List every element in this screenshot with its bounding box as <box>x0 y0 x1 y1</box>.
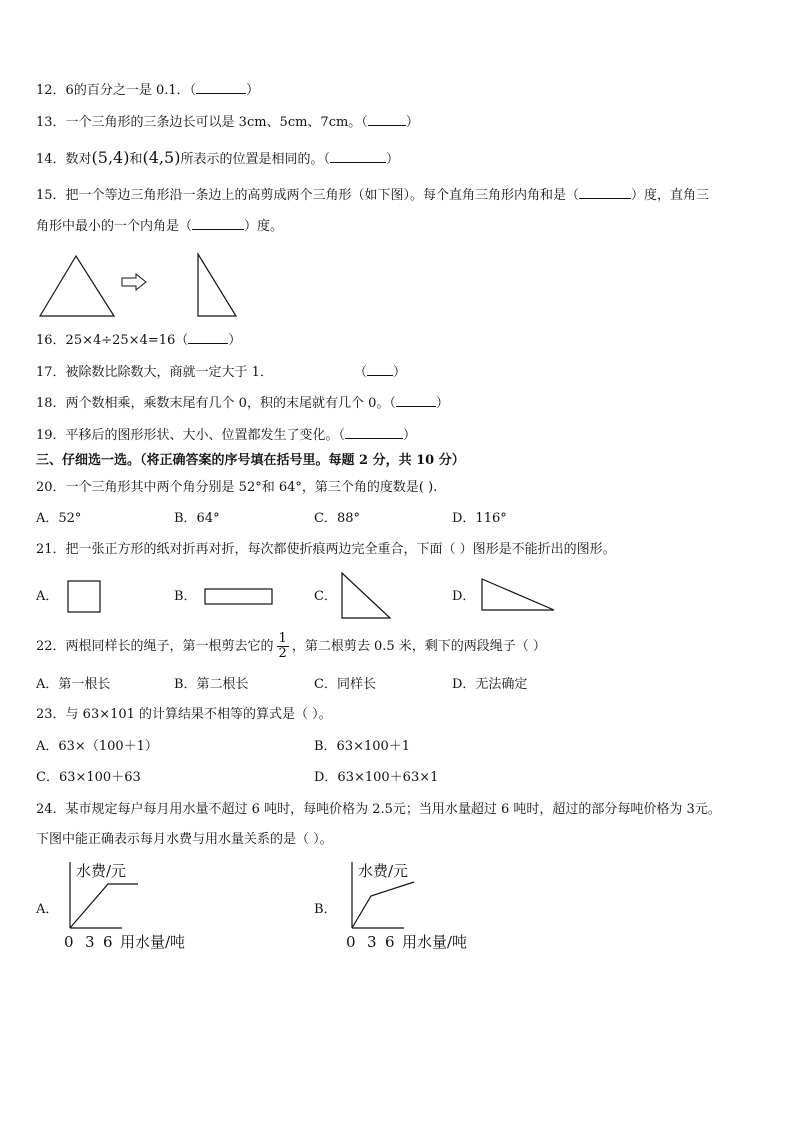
y-axis-label: 水费/元 <box>358 862 409 880</box>
fraction: $\frac{1}{2}$ <box>278 631 287 661</box>
question-23: 23．与 63×101 的计算结果不相等的算式是（ ）。 <box>36 707 332 722</box>
option-c[interactable]: C．同样长 <box>314 677 376 692</box>
answer-blank[interactable] <box>196 82 246 94</box>
tick-label: 0 <box>64 933 74 951</box>
answer-blank[interactable] <box>330 151 386 163</box>
question-13: 13．一个三角形的三条边长可以是 3cm、5cm、7cm。（ ） <box>36 115 419 130</box>
answer-blank[interactable] <box>367 364 393 376</box>
option-a[interactable]: A．63×（100＋1） <box>36 739 158 754</box>
square-shape <box>67 580 101 614</box>
answer-blank[interactable] <box>396 395 436 407</box>
graph-option-a <box>62 856 212 954</box>
option-d[interactable]: D．116° <box>452 511 507 526</box>
question-17-answer: （ ） <box>354 365 407 380</box>
tick-label: 0 <box>346 933 356 951</box>
question-19: 19．平移后的图形形状、大小、位置都发生了变化。（ ） <box>36 428 417 443</box>
question-22: 22．两根同样长的绳子，第一根剪去它的 $\frac{1}{2}$ ，第二根剪去 0.5 米，剩下的两段绳子（ ） <box>36 631 546 661</box>
question-15-line-2: 角形中最小的一个内角是（ ）度。 <box>36 219 284 234</box>
option-b[interactable]: B．63×100＋1 <box>314 739 411 754</box>
option-c[interactable]: C． <box>314 589 337 604</box>
question-24-line-2: 下图中能正确表示每月水费与用水量关系的是（ ）。 <box>36 832 333 847</box>
isosceles-right-triangle-shape <box>340 571 394 621</box>
right-triangle <box>198 254 236 316</box>
option-d[interactable]: D．无法确定 <box>452 677 528 692</box>
arrow-right-icon <box>122 274 146 290</box>
answer-blank[interactable] <box>345 427 403 439</box>
answer-blank[interactable] <box>368 114 406 126</box>
option-d[interactable]: D． <box>452 589 476 604</box>
tick-label: 3 <box>367 933 377 951</box>
x-axis-label: 用水量/吨 <box>402 933 468 951</box>
coordinate-pair: (4,5) <box>142 148 181 167</box>
option-b[interactable]: B． <box>174 589 197 604</box>
option-b[interactable]: B．64° <box>174 511 220 526</box>
coordinate-pair: (5,4) <box>91 148 130 167</box>
option-b[interactable]: B． <box>314 902 337 917</box>
question-15-line-1: 15．把一个等边三角形沿一条边上的高剪成两个三角形（如下图）。每个直角三角形内角和是（ ）度，直角三 <box>36 188 710 203</box>
tick-label: 6 <box>103 933 113 951</box>
answer-blank[interactable] <box>579 187 631 199</box>
answer-blank[interactable] <box>188 332 228 344</box>
tick-label: 6 <box>385 933 395 951</box>
option-a[interactable]: A．52° <box>36 511 82 526</box>
y-axis-label: 水费/元 <box>76 862 127 880</box>
option-c[interactable]: C．63×100＋63 <box>36 770 141 785</box>
option-a[interactable]: A． <box>36 902 59 917</box>
question-12: 12．6的百分之一是 0.1．（ ） <box>36 83 260 98</box>
question-20: 20．一个三角形其中两个角分别是 52°和 64°，第三个角的度数是( ). <box>36 480 438 495</box>
question-14: 14．数对(5,4)和(4,5)所表示的位置是相同的。（ ） <box>36 148 399 167</box>
question-16: 16．25×4÷25×4=16（ ） <box>36 333 242 348</box>
option-c[interactable]: C．88° <box>314 511 360 526</box>
graph-line <box>352 882 414 928</box>
option-a[interactable]: A．第一根长 <box>36 677 111 692</box>
graph-line <box>70 884 138 928</box>
answer-blank[interactable] <box>192 218 244 230</box>
question-18: 18．两个数相乘，乘数末尾有几个 0，积的末尾就有几个 0。（ ） <box>36 396 449 411</box>
option-d[interactable]: D．63×100＋63×1 <box>314 770 439 785</box>
option-a[interactable]: A． <box>36 589 59 604</box>
question-24-line-1: 24．某市规定每户每月用水量不超过 6 吨时，每吨价格为 2.5元；当用水量超过 6 吨时，超过的部分每吨价格为 3元。 <box>36 802 721 817</box>
tick-label: 3 <box>85 933 95 951</box>
question-17: 17．被除数比除数大，商就一定大于 1． <box>36 365 273 380</box>
equilateral-triangle <box>40 256 114 316</box>
x-axis-label: 用水量/吨 <box>120 933 186 951</box>
rectangle-shape <box>204 588 274 606</box>
right-triangle-shape <box>480 577 558 613</box>
section-heading: 三、仔细选一选。（将正确答案的序号填在括号里。每题 2 分，共 10 分） <box>36 453 465 468</box>
graph-option-b <box>344 856 494 954</box>
question-21: 21．把一张正方形的纸对折再对折，每次都使折痕两边完全重合，下面（ ）图形是不能折出的图形。 <box>36 542 616 557</box>
option-b[interactable]: B．第二根长 <box>174 677 249 692</box>
triangle-cut-figure <box>38 252 248 318</box>
